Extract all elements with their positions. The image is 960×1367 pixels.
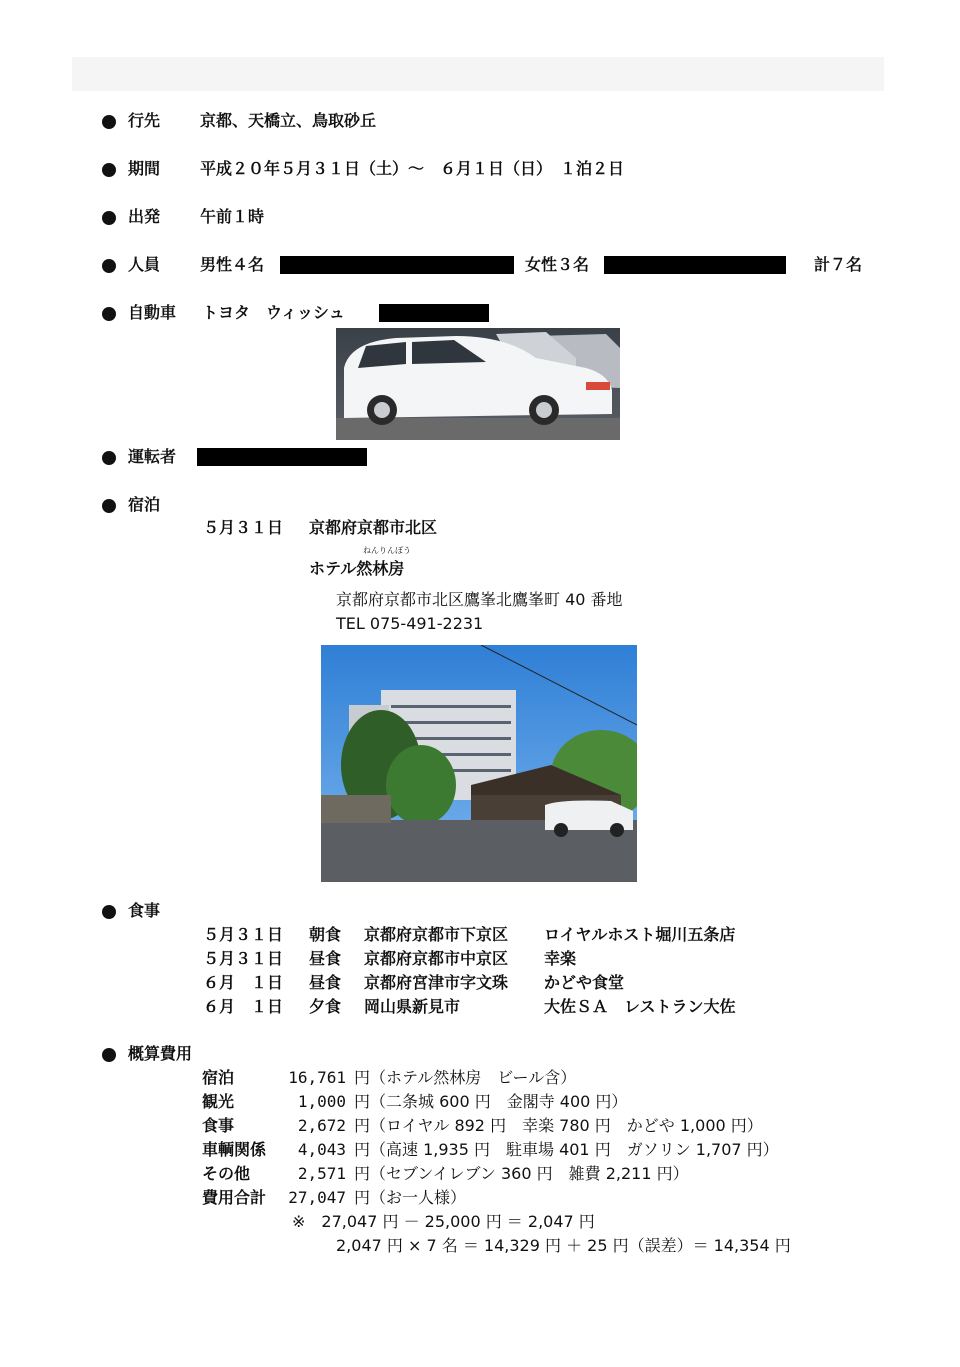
cost-note-2: 2,047 円 × 7 名 ＝ 14,329 円 ＋ 25 円（誤差）＝ 14,354 円 [336,1236,791,1255]
lodging-date: ５月３１日 [203,518,284,537]
top-blank-strip [72,57,884,91]
meal-place: 京都府宮津市字文珠 [364,973,509,992]
meal-date: ６月 １日 [203,997,284,1016]
cost-amount: 4,043 [297,1140,346,1159]
cost-detail: 円（セブンイレブン 360 円 雑費 2,211 円） [354,1164,689,1183]
meal-type: 夕食 [309,997,342,1016]
cost-item: 費用合計 [202,1188,267,1207]
period-value: 平成２０年５月３１日（土）～ ６月１日（日） １泊２日 [200,159,625,178]
cost-amount: 16,761 [288,1068,346,1087]
bullet-icon [102,905,116,919]
cost-item: 宿泊 [202,1068,235,1087]
departure-label: 出発 [128,207,161,226]
car-label: 自動車 [128,303,177,322]
bullet-icon [102,115,116,129]
departure-value: 午前１時 [200,207,265,226]
cost-amount: 2,571 [297,1164,346,1183]
hotel-ruby: ねんりんぼう [363,546,411,555]
cost-amount: 2,672 [297,1116,346,1135]
cost-item: 車輌関係 [202,1140,267,1159]
car-value: トヨタ ウィッシュ [202,303,345,322]
lodging-label: 宿泊 [128,495,161,514]
meal-date: ５月３１日 [203,949,284,968]
cost-detail: 円（二条城 600 円 金閣寺 400 円） [354,1092,628,1111]
meals-label: 食事 [128,901,161,920]
destination-value: 京都、天橋立、鳥取砂丘 [200,111,377,130]
cost-amount: 27,047 [288,1188,346,1207]
bullet-icon [102,307,116,321]
meal-place: 京都府京都市下京区 [364,925,509,944]
hotel-name: ホテル然林房 [309,559,405,578]
hotel-address: 京都府京都市北区鷹峯北鷹峯町 40 番地 [336,590,623,609]
bullet-icon [102,1048,116,1062]
bullet-icon [102,259,116,273]
meal-shop: かどや食堂 [544,973,625,992]
meal-date: ５月３１日 [203,925,284,944]
cost-item: 観光 [202,1092,235,1111]
hotel-tel: TEL 075-491-2231 [336,614,484,633]
bullet-icon [102,451,116,465]
cost-item: 食事 [202,1116,235,1135]
people-label: 人員 [128,255,161,274]
destination-label: 行先 [128,111,161,130]
hotel-photo [321,645,637,882]
meal-place: 京都府京都市中京区 [364,949,509,968]
people-male: 男性４名 [200,255,265,274]
driver-label: 運転者 [128,447,177,466]
bullet-icon [102,499,116,513]
redacted-plate [379,304,489,322]
redacted-names-female [604,256,786,274]
bullet-icon [102,163,116,177]
meal-shop: 大佐ＳＡ レストラン大佐 [544,997,736,1016]
meal-shop: ロイヤルホスト堀川五条店 [544,925,736,944]
car-photo [336,328,620,440]
people-total: 計７名 [814,255,863,274]
cost-detail: 円（お一人様） [354,1188,467,1207]
costs-label: 概算費用 [128,1044,193,1063]
cost-detail: 円（ホテル然林房 ビール含） [354,1068,577,1087]
meal-type: 昼食 [309,973,342,992]
meal-place: 岡山県新見市 [364,997,461,1016]
cost-detail: 円（ロイヤル 892 円 幸楽 780 円 かどや 1,000 円） [354,1116,763,1135]
meal-type: 朝食 [309,925,342,944]
cost-note-1: ※ 27,047 円 － 25,000 円 ＝ 2,047 円 [292,1212,595,1231]
meal-shop: 幸楽 [544,949,577,968]
redacted-names-male [280,256,514,274]
redacted-driver [197,448,367,466]
meal-date: ６月 １日 [203,973,284,992]
meal-type: 昼食 [309,949,342,968]
lodging-area: 京都府京都市北区 [309,518,438,537]
cost-detail: 円（高速 1,935 円 駐車場 401 円 ガソリン 1,707 円） [354,1140,779,1159]
people-female: 女性３名 [525,255,590,274]
bullet-icon [102,211,116,225]
cost-amount: 1,000 [297,1092,346,1111]
period-label: 期間 [128,159,161,178]
cost-item: その他 [202,1164,251,1183]
